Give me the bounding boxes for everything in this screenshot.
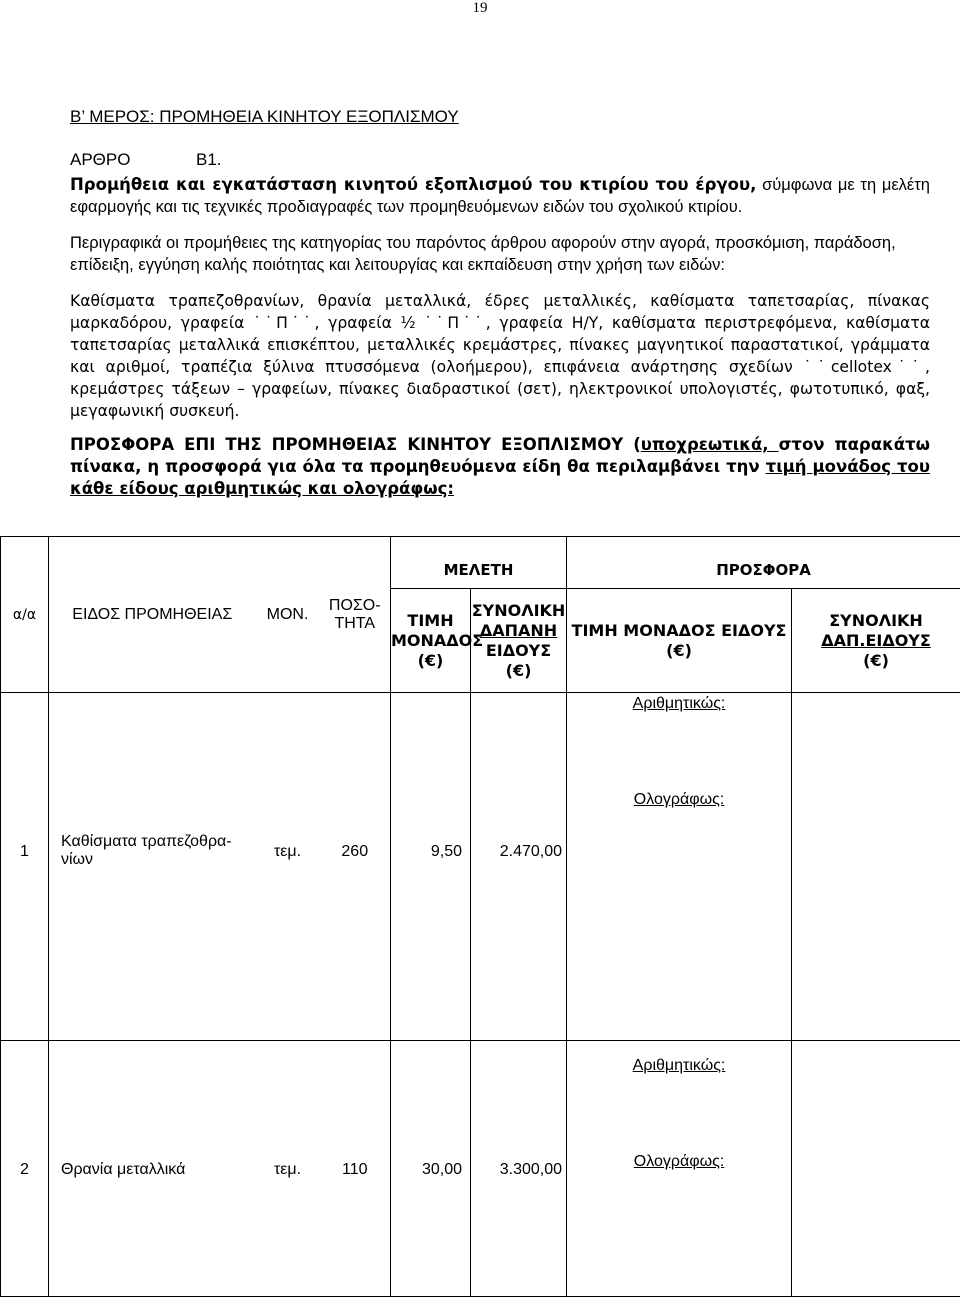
offer-text-1: ΠΡΟΣΦΟΡΑ ΕΠΙ ΤΗΣ ΠΡΟΜΗΘΕΙΑΣ ΚΙΝΗΤΟΥ ΕΞΟΠΛΙΣΜΟΥ ( xyxy=(70,435,641,454)
row-offer-total[interactable] xyxy=(792,693,960,1041)
header-offer-total-l1: ΣΥΝΟΛΙΚΗ xyxy=(829,610,923,630)
row-total-value: 3.300,00 xyxy=(499,1161,563,1178)
row-offer-total[interactable] xyxy=(792,1041,960,1297)
table-row xyxy=(1,1041,960,1297)
row-item-l2: νίων xyxy=(61,851,94,868)
header-unit-price xyxy=(391,589,484,693)
header-unit-price-l3: (€) xyxy=(417,650,444,670)
header-item-label: ΕΙΔΟΣ ΠΡΟΜΗΘΕΙΑΣ xyxy=(72,605,233,623)
header-offer-total-l2: ΔΑΠ.ΕΙΔΟΥΣ xyxy=(821,630,931,650)
offer-text-mandatory: υποχρεωτικά, xyxy=(640,435,779,454)
paragraph-bold-lead: Προμήθεια και εγκατάσταση κινητού εξοπλισμού του κτιρίου του έργου, xyxy=(70,175,757,194)
row-item-l1: Καθίσματα τραπεζοθρα- xyxy=(61,833,232,850)
header-qty xyxy=(320,537,391,693)
row-price xyxy=(391,1041,471,1297)
row-price xyxy=(391,693,471,1041)
row-unit-value: τεμ. xyxy=(273,1161,302,1178)
row-aa xyxy=(1,1041,49,1297)
offer-text-2: στον παρακάτω πίνακα, η προσφορά για όλα τα προμηθευόμενα είδη θα περιλαμβάνει την xyxy=(70,435,931,476)
row-total xyxy=(471,693,567,1041)
row-offer-price[interactable] xyxy=(567,693,792,1041)
row-qty-value: 110 xyxy=(341,1161,368,1178)
header-unit-price-l2: ΜΟΝΑΔΟΣ xyxy=(391,630,484,650)
header-total-l3: ΕΙΔΟΥΣ xyxy=(485,640,552,660)
row-unit xyxy=(256,693,320,1041)
header-aa-label: α/α xyxy=(12,606,37,623)
words-label: Ολογράφως: xyxy=(633,1153,725,1170)
header-unit xyxy=(256,537,320,693)
row-unit-value: τεμ. xyxy=(273,843,302,860)
row-aa xyxy=(1,693,49,1041)
group-header-row xyxy=(1,537,960,589)
group-study xyxy=(391,537,567,589)
header-total xyxy=(471,589,567,693)
header-offer-price-l2: (€) xyxy=(666,640,692,660)
row-price-value: 30,00 xyxy=(421,1161,462,1178)
page-number: 19 xyxy=(472,0,488,16)
article-code: Β1. xyxy=(196,150,222,169)
header-item xyxy=(49,537,256,693)
paragraph-rest: σύμφωνα με τη μελέτη εφαρμογής και τις τεχνικές προδιαγραφές των προμηθευόμενων ειδών του σχολικού κτιρίου. xyxy=(70,176,930,216)
row-aa-value: 1 xyxy=(20,843,29,860)
part-title: Β’ ΜΕΡΟΣ: ΠΡΟΜΗΘΕΙΑ ΚΙΝΗΤΟΥ ΕΞΟΠΛΙΣΜΟΥ xyxy=(70,107,459,126)
row-price-value: 9,50 xyxy=(430,843,462,860)
row-offer-price[interactable] xyxy=(567,1041,792,1297)
header-unit-label: ΜΟΝ. xyxy=(266,605,309,623)
header-offer-total xyxy=(792,589,960,693)
row-aa-value: 2 xyxy=(20,1161,29,1178)
header-total-l2: ΔΑΠΑΝΗ xyxy=(479,620,558,640)
paragraph-offer-instructions xyxy=(70,434,930,500)
words-label: Ολογράφως: xyxy=(633,791,725,808)
offer-text-unit-price: τιμή μονάδος του κάθε είδους αριθμητικώς και ολογράφως: xyxy=(70,457,931,498)
header-offer-price-l1: ΤΙΜΗ ΜΟΝΑΔΟΣ ΕΙΔΟΥΣ xyxy=(571,620,787,640)
paragraph-items-list: Καθίσματα τραπεζοθρανίων, θρανία μεταλλικά, έδρες μεταλλικές, καθίσματα ταπετσαρίας, πίνακας μαρκαδόρου, γραφεία ˙˙Π˙˙, γραφεία ½ ˙˙Π˙˙, γραφεία Η/Υ, καθίσματα περιστρεφόμενα, καθίσματα ταπετσαρίας μεταλλικά επισκέπτου, μεταλλικές κρεμάστρες, πίνακες μαγνητικοί παραστατικοί, γράμματα και αριθμοί, τραπέζια ξύλινα πτυσσόμενα (ολοήμερου), επιφάνεια ανάρτησης σχεδίων ˙˙cellotex˙˙, κρεμάστρες τάξεων – γραφείων, πίνακες διαδραστικοί (σετ), ηλεκτρονικοί υπολογιστές, φωτοτυπικό, φαξ, μεγαφωνική συσκευή. xyxy=(70,292,930,420)
header-qty-l2: ΤΗΤΑ xyxy=(334,614,376,632)
table-row xyxy=(1,693,960,1041)
offer-table xyxy=(0,536,960,1297)
row-total xyxy=(471,1041,567,1297)
group-offer-label: ΠΡΟΣΦΟΡΑ xyxy=(716,561,811,579)
numeric-label: Αριθμητικώς: xyxy=(632,1057,726,1074)
header-offer-price xyxy=(567,589,792,693)
header-aa xyxy=(1,537,49,693)
header-offer-total-l3: (€) xyxy=(863,650,889,670)
row-item-l1: Θρανία μεταλλικά xyxy=(61,1161,186,1178)
paragraph-scope: Περιγραφικά οι προμήθειες της κατηγορίας του παρόντος άρθρου αφορούν στην αγορά, προσκόμιση, παράδοση, επίδειξη, εγγύηση καλής ποιότητας και λειτουργίας και εκπαίδευση στην χρήση των ειδών: xyxy=(70,234,896,274)
group-study-label: ΜΕΛΕΤΗ xyxy=(443,561,514,579)
header-total-l4: (€) xyxy=(505,660,532,680)
row-qty xyxy=(320,1041,391,1297)
row-qty-value: 260 xyxy=(341,843,369,860)
row-qty xyxy=(320,693,391,1041)
header-unit-price-l1: ΤΙΜΗ xyxy=(407,610,454,630)
row-item xyxy=(49,1041,256,1297)
article-label: ΑΡΘΡΟ xyxy=(70,150,131,169)
row-unit xyxy=(256,1041,320,1297)
group-offer xyxy=(567,537,960,589)
numeric-label: Αριθμητικώς: xyxy=(632,695,726,712)
header-qty-l1: ΠΟΣΟ- xyxy=(328,596,381,614)
paragraph-description xyxy=(70,174,930,218)
row-total-value: 2.470,00 xyxy=(499,843,563,860)
row-item xyxy=(49,693,256,1041)
header-total-l1: ΣΥΝΟΛΙΚΗ xyxy=(471,600,566,620)
